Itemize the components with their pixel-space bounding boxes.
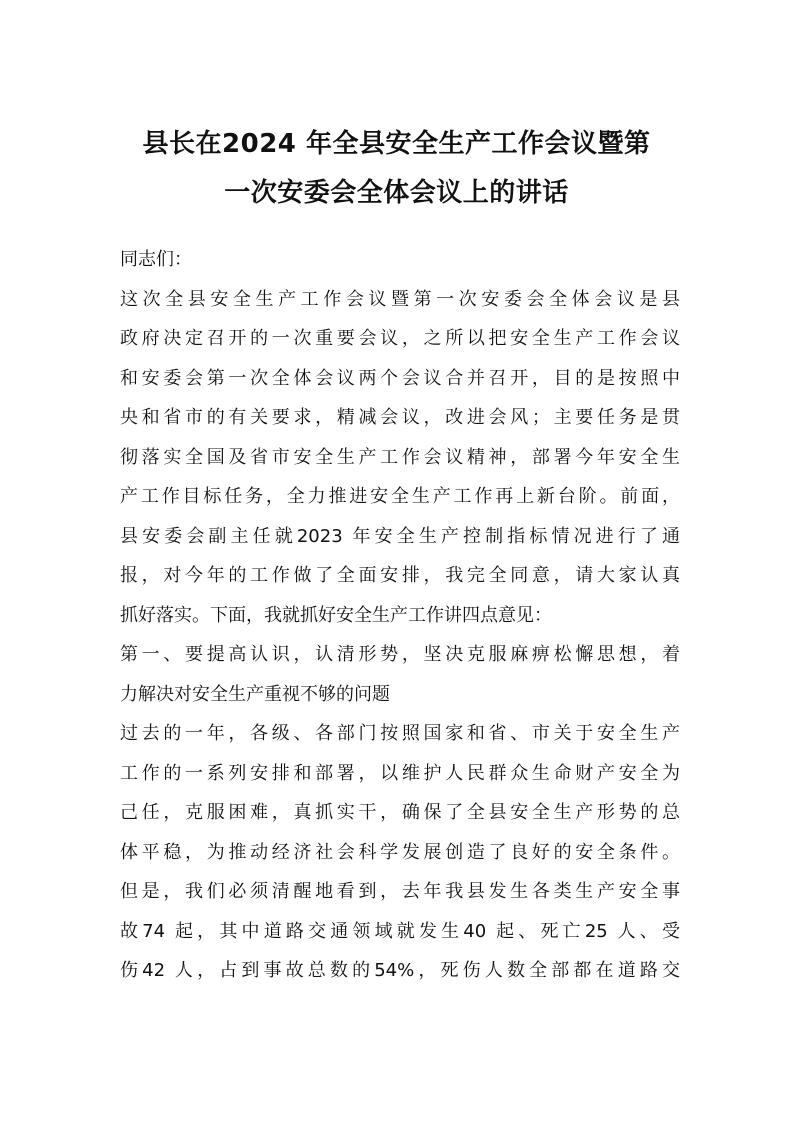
document-title-line-1: 县长在2024 年全县安全生产工作会议暨第 (142, 129, 651, 159)
body-line: 央和省市的有关要求，精减会议，改进会风；主要任务是贯 (120, 407, 680, 428)
body-line: 工作的一系列安排和部署，以维护人民群众生命财产安全为 (120, 762, 680, 784)
salutation: 同志们： (120, 249, 192, 270)
body-line: 伤42 人，占到事故总数的54%，死伤人数全部都在道路交 (120, 960, 680, 981)
body-line: 政府决定召开的一次重要会议，之所以把安全生产工作会议 (120, 328, 680, 349)
section-heading-line: 第一、要提高认识，认清形势，坚决克服麻痹松懈思想，着 (120, 644, 680, 665)
body-line: 故74 起，其中道路交通领域就发生40 起、死亡25 人、受 (120, 920, 680, 942)
document-title-line-2: 一次安委会全体会议上的讲话 (224, 178, 569, 208)
body-line: 和安委会第一次全体会议两个会议合并召开，目的是按照中 (120, 367, 680, 389)
body-line: 县安委会副主任就2023 年安全生产控制指标情况进行了通 (120, 525, 680, 547)
body-line: 这次全县安全生产工作会议暨第一次安委会全体会议是县 (120, 288, 680, 310)
body-line: 但是，我们必须清醒地看到，去年我县发生各类生产安全事 (120, 881, 680, 902)
document-body (120, 240, 680, 991)
body-line: 产工作目标任务，全力推进安全生产工作再上新台阶。前面， (120, 486, 680, 507)
body-line: 己任，克服困难，真抓实干，确保了全县安全生产形势的总 (120, 802, 680, 823)
body-line: 彻落实全国及省市安全生产工作会议精神，部署今年安全生 (120, 446, 680, 468)
body-line: 报，对今年的工作做了全面安排，我完全同意，请大家认真 (120, 565, 680, 586)
body-line: 体平稳，为推动经济社会科学发展创造了良好的安全条件。 (120, 841, 680, 863)
body-line: 过去的一年，各级、各部门按照国家和省、市关于安全生产 (120, 723, 680, 744)
body-line: 抓好落实。下面，我就抓好安全生产工作讲四点意见： (120, 604, 552, 626)
section-heading-line: 力解决对安全生产重视不够的问题 (120, 683, 390, 705)
